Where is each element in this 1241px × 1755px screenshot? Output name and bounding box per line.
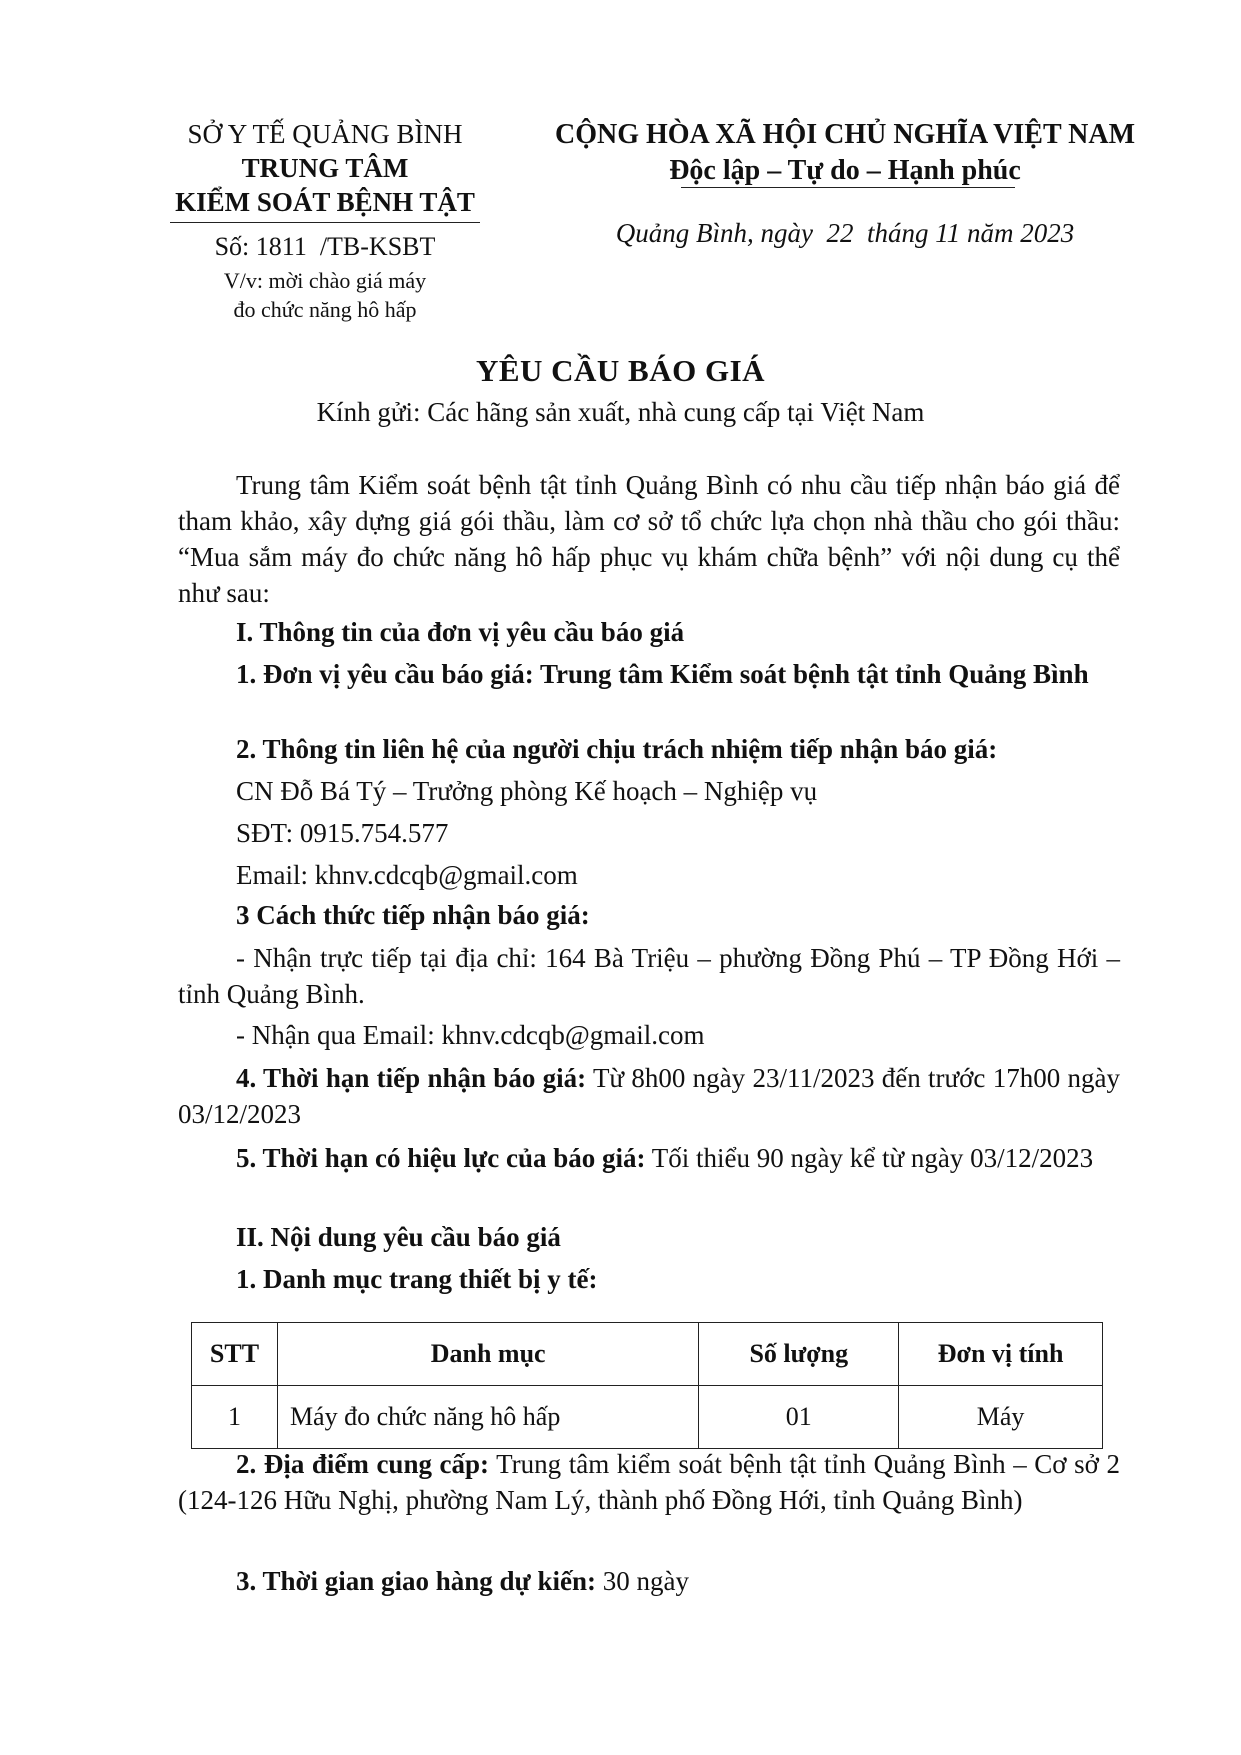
header-don-vi-tinh: Đơn vị tính [899,1323,1103,1386]
cell-so-luong: 01 [699,1386,899,1449]
cell-danh-muc: Máy đo chức năng hô hấp [277,1386,698,1449]
item4-label: 4. Thời hạn tiếp nhận báo giá: [236,1063,587,1093]
item5-label: 5. Thời hạn có hiệu lực của báo giá: [236,1143,646,1173]
subject-line-1: V/v: mời chào giá máy [223,268,427,293]
table-header-row [192,1323,1103,1386]
section2-item1-heading: 1. Danh mục trang thiết bị y tế: [236,1264,598,1294]
item2-label: 2. Địa điểm cung cấp: [236,1449,490,1479]
date-prefix: Quảng Bình, ngày [615,218,813,248]
document-number [155,232,495,262]
section1-item5 [178,1140,1120,1176]
section1-item4 [178,1060,1120,1132]
national-motto: Độc lập – Tự do – Hạnh phúc [669,155,1021,186]
contact-phone: SĐT: 0915.754.577 [236,818,449,848]
receive-direct: - Nhận trực tiếp tại địa chỉ: 164 Bà Triệu – phường Đồng Phú – TP Đồng Hới – tỉnh Quảng Bình. [178,943,1120,1009]
so-label: Số: [214,232,250,261]
contact-name: CN Đỗ Bá Tý – Trưởng phòng Kế hoạch – Nghiệp vụ [236,776,818,806]
header-stt: STT [192,1323,278,1386]
unit-name-line1: TRUNG TÂM [241,153,409,183]
section2-heading: II. Nội dung yêu cầu báo giá [236,1222,561,1252]
item4-text: Từ 8h00 ngày 23/11/2023 đến trước 17h00 ngày 03/12/2023 [178,1063,1120,1129]
section1-item3-heading: 3 Cách thức tiếp nhận báo giá: [236,900,590,930]
header-so-luong: Số lượng [699,1323,899,1386]
national-header [525,117,1165,189]
header-left-divider [170,222,480,223]
document-title: YÊU CẦU BÁO GIÁ [475,353,766,388]
equipment-table [191,1322,1103,1449]
cell-stt: 1 [192,1386,278,1449]
section2-item2 [178,1446,1120,1518]
section2-item3 [236,1566,689,1597]
subject-line [155,266,495,324]
subject-line-2: đo chức năng hô hấp [233,297,417,322]
recipient-line: Kính gửi: Các hãng sản xuất, nhà cung cấp tại Việt Nam [316,397,925,427]
receive-email: - Nhận qua Email: khnv.cdcqb@gmail.com [236,1020,705,1050]
so-suffix: /TB-KSBT [319,232,436,261]
so-number: 1811 [255,232,307,261]
table-row [192,1386,1103,1449]
item2-text: Trung tâm kiểm soát bệnh tật tỉnh Quảng Bình – Cơ sở 2 (124-126 Hữu Nghị, phường Nam Lý, thành phố Đồng Hới, tỉnh Quảng Bình) [178,1449,1121,1515]
cell-don-vi-tinh: Máy [899,1386,1103,1449]
section1-heading: I. Thông tin của đơn vị yêu cầu báo giá [236,617,685,647]
agency-name: SỞ Y TẾ QUẢNG BÌNH [187,119,463,149]
contact-email: Email: khnv.cdcqb@gmail.com [236,860,578,890]
item3-text: 30 ngày [602,1566,690,1596]
place-date [525,218,1165,249]
item5-text: Tối thiểu 90 ngày kể từ ngày 03/12/2023 [651,1143,1094,1173]
intro-paragraph: Trung tâm Kiểm soát bệnh tật tỉnh Quảng Bình có nhu cầu tiếp nhận báo giá để tham khảo, xây dựng giá gói thầu, làm cơ sở tổ chức lựa chọn nhà thầu cho gói thầu: “Mua sắm máy đo chức năng hô hấp phục vụ khám chữa bệnh” với nội dung cụ thể như sau: [178,470,1120,608]
item3-label: 3. Thời gian giao hàng dự kiến: [236,1566,597,1596]
issuing-agency-block [155,117,495,219]
section1-item2-heading: 2. Thông tin liên hệ của người chịu trách nhiệm tiếp nhận báo giá: [236,734,998,764]
section1-item1: 1. Đơn vị yêu cầu báo giá: Trung tâm Kiểm soát bệnh tật tỉnh Quảng Bình [236,659,1089,689]
header-danh-muc: Danh mục [277,1323,698,1386]
date-suffix: tháng 11 năm 2023 [866,218,1075,248]
unit-name-line2: KIỂM SOÁT BỆNH TẬT [175,187,475,217]
date-day: 22 [826,218,854,248]
republic-name: CỘNG HÒA XÃ HỘI CHỦ NGHĨA VIỆT NAM [554,119,1136,150]
motto-underline [681,187,1015,188]
